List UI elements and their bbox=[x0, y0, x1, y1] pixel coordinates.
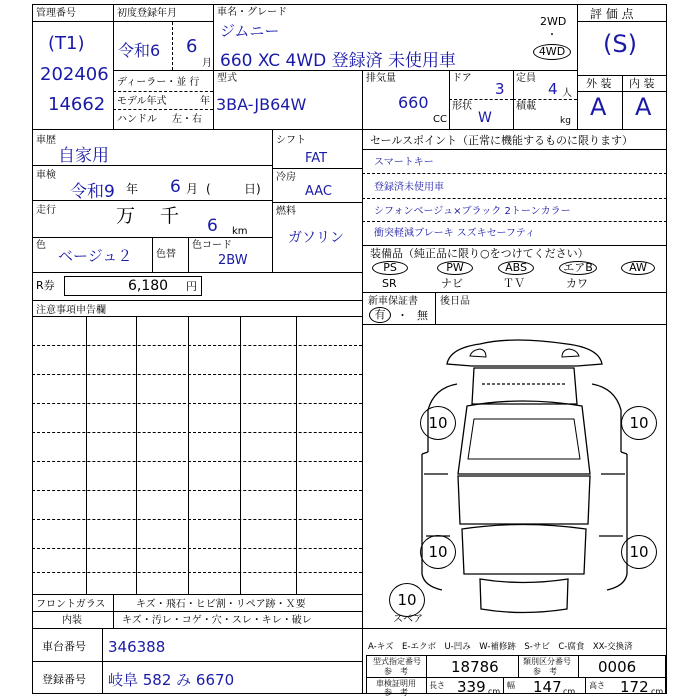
capacity-value: 4 bbox=[548, 80, 558, 98]
certificate-label: 車検証明用 bbox=[376, 679, 416, 688]
equip-leather: カワ bbox=[566, 277, 588, 290]
inspection-month: 6 bbox=[170, 177, 181, 197]
doors-label: ドア bbox=[452, 73, 472, 84]
shift-label: シフト bbox=[276, 135, 306, 146]
inspection-day-unit: 日) bbox=[244, 182, 261, 196]
dealer-label: ディーラー・並 行 bbox=[117, 77, 200, 88]
rear-body-outline bbox=[472, 368, 577, 404]
drive-dot: ・ bbox=[547, 30, 557, 41]
length-value: 339 bbox=[457, 678, 486, 696]
tire-rear-right: 10 bbox=[621, 406, 657, 440]
car-name-label: 車名・グレード bbox=[217, 7, 287, 18]
model-designation-ref: 参 考 bbox=[384, 667, 408, 676]
color-label: 色 bbox=[36, 240, 46, 251]
rating-score: (S) bbox=[603, 30, 637, 58]
class-number-label: 類別区分番号 bbox=[523, 657, 571, 666]
color-code: 2BW bbox=[218, 253, 248, 268]
cooler-value: AAC bbox=[305, 184, 332, 199]
height-label: 高さ bbox=[589, 681, 605, 690]
tire-front-right: 10 bbox=[621, 535, 657, 569]
registration-label: 初度登録年月 bbox=[117, 8, 177, 19]
management-number-2: 14662 bbox=[48, 94, 106, 115]
displacement-value: 660 bbox=[398, 93, 429, 112]
shape-label: 形状 bbox=[452, 101, 472, 112]
length-unit: cm bbox=[488, 687, 501, 696]
recycle-label: R券 bbox=[36, 279, 55, 292]
warranty-yes: 有 bbox=[369, 307, 391, 323]
shape-value: W bbox=[478, 110, 492, 126]
recycle-unit: 円 bbox=[186, 280, 197, 293]
management-code: (T1) bbox=[48, 33, 85, 54]
warranty-no: 無 bbox=[417, 309, 428, 322]
notes-label: 注意事項申告欄 bbox=[36, 305, 106, 316]
equipment-title: 装備品（純正品に限り○をつけてください） bbox=[370, 247, 589, 260]
drive-2wd: 2WD bbox=[540, 15, 567, 28]
chassis-label: 車台番号 bbox=[42, 640, 86, 653]
displacement-label: 排気量 bbox=[366, 73, 396, 84]
doors-value: 3 bbox=[495, 80, 505, 98]
inspection-label: 車検 bbox=[36, 170, 56, 181]
usage-label: 車歴 bbox=[36, 135, 56, 146]
car-name: ジムニー bbox=[220, 22, 280, 40]
inspection-era: 令和9 bbox=[70, 182, 115, 202]
load-label: 積載 bbox=[516, 101, 536, 112]
tire-rear-left: 10 bbox=[420, 406, 456, 440]
model-type-value: 3BA-JB64W bbox=[216, 95, 307, 114]
capacity-unit: 人 bbox=[562, 88, 572, 99]
interior-condition-label: 内装 bbox=[62, 615, 82, 626]
color-value: ベージュ２ bbox=[58, 247, 133, 265]
recycle-value: 6,180 bbox=[128, 278, 169, 294]
width-label: 幅 bbox=[507, 681, 515, 690]
model-year-label: モデル年式 bbox=[117, 96, 167, 107]
interior-condition-value: キズ・汚レ・コゲ・穴・スレ・キレ・破レ bbox=[122, 615, 312, 626]
sales-points-title: セールスポイント（正常に機能するものに限ります） bbox=[370, 134, 634, 147]
inspection-paren-open: ( bbox=[206, 182, 211, 196]
mileage-man: 万 bbox=[116, 205, 136, 227]
management-number-1: 202406 bbox=[40, 64, 109, 85]
sales-point-4: 衝突軽減ブレーキ スズキセーフティ bbox=[374, 228, 536, 239]
registration-month: 6 bbox=[186, 36, 198, 57]
warranty-label: 新車保証書 bbox=[368, 296, 418, 307]
load-unit: kg bbox=[560, 116, 571, 126]
handle-value: 左・右 bbox=[172, 114, 202, 125]
interior-label: 内 装 bbox=[629, 77, 655, 90]
height-value: 172 bbox=[620, 678, 649, 696]
exterior-label: 外 装 bbox=[586, 77, 612, 90]
hood-outline bbox=[458, 476, 590, 524]
front-glass-label: フロントガラス bbox=[36, 599, 106, 610]
height-unit: cm bbox=[651, 687, 664, 696]
registration-month-unit: 月 bbox=[202, 58, 212, 69]
tire-spare: 10 bbox=[389, 583, 425, 617]
warranty-sep: ・ bbox=[397, 309, 408, 322]
length-label: 長さ bbox=[429, 681, 445, 690]
equip-abs: ABS bbox=[498, 261, 534, 275]
handle-label: ハンドル bbox=[117, 114, 157, 125]
color-code-label: 色コード bbox=[192, 240, 232, 251]
chassis-value: 346388 bbox=[108, 638, 166, 656]
front-bumper-outline bbox=[480, 579, 568, 613]
rear-bumper-outline bbox=[447, 340, 602, 366]
equip-tv: ＴＶ bbox=[503, 277, 525, 290]
equip-navi: ナビ bbox=[441, 277, 463, 290]
tire-front-left: 10 bbox=[420, 535, 456, 569]
registration-era: 令和6 bbox=[118, 41, 161, 60]
equip-ps: PS bbox=[372, 261, 408, 275]
inspection-month-unit: 月 bbox=[186, 182, 199, 196]
roof-outline bbox=[458, 401, 590, 474]
sales-point-2: 登録済未使用車 bbox=[374, 182, 444, 193]
car-grade: 660 XC 4WD 登録済 未使用車 bbox=[220, 51, 457, 71]
mileage-value: 6 bbox=[207, 216, 218, 236]
model-year-unit: 年 bbox=[200, 96, 210, 107]
width-unit: cm bbox=[563, 687, 576, 696]
fuel-label: 燃料 bbox=[276, 206, 296, 217]
cooler-label: 冷房 bbox=[276, 172, 296, 183]
interior-grade: A bbox=[635, 93, 652, 121]
drive-4wd: 4WD bbox=[533, 44, 571, 60]
color-changed-label: 色替 bbox=[156, 249, 176, 260]
rating-label: 評 価 点 bbox=[590, 7, 634, 21]
shift-value: FAT bbox=[305, 151, 328, 166]
displacement-unit: CC bbox=[433, 114, 447, 125]
mileage-label: 走行 bbox=[36, 205, 56, 216]
front-glass-value: キズ・飛石・ヒビ割・リペア跡・Ｘ要 bbox=[136, 599, 306, 610]
equip-aw: AW bbox=[621, 261, 655, 275]
exterior-grade: A bbox=[590, 93, 607, 121]
spare-label: スペア bbox=[393, 614, 423, 625]
mileage-unit: km bbox=[232, 226, 248, 237]
certificate-ref: 参 考 bbox=[384, 688, 408, 697]
right-rear-fender bbox=[592, 384, 621, 452]
damage-legend: A-キズ E-エクボ U-凹み W-補修跡 S-サビ C-腐食 XX-交換済 bbox=[368, 642, 633, 652]
sales-point-1: スマートキー bbox=[374, 157, 434, 168]
model-designation-value: 18786 bbox=[451, 658, 499, 676]
front-body-outline bbox=[462, 525, 586, 575]
mileage-sen: 千 bbox=[160, 205, 180, 227]
fuel-value: ガソリン bbox=[288, 230, 344, 246]
model-type-label: 型式 bbox=[217, 73, 237, 84]
class-number-value: 0006 bbox=[598, 658, 637, 676]
usage-value: 自家用 bbox=[58, 146, 109, 166]
class-number-ref: 参 考 bbox=[533, 667, 557, 676]
equip-airbag: エアB bbox=[559, 261, 597, 275]
capacity-label: 定員 bbox=[516, 73, 536, 84]
equip-sr: SR bbox=[382, 277, 397, 290]
equip-pw: PW bbox=[437, 261, 473, 275]
width-value: 147 bbox=[533, 678, 562, 696]
plate-label: 登録番号 bbox=[42, 673, 86, 686]
sales-point-3: シフォンベージュ×ブラック 2トーンカラー bbox=[374, 206, 571, 217]
management-label: 管理番号 bbox=[36, 8, 76, 19]
plate-value: 岐阜 582 み 6670 bbox=[108, 671, 235, 689]
inspection-year-unit: 年 bbox=[126, 182, 139, 196]
postfit-label: 後日品 bbox=[440, 296, 470, 307]
model-designation-label: 型式指定番号 bbox=[373, 657, 421, 666]
